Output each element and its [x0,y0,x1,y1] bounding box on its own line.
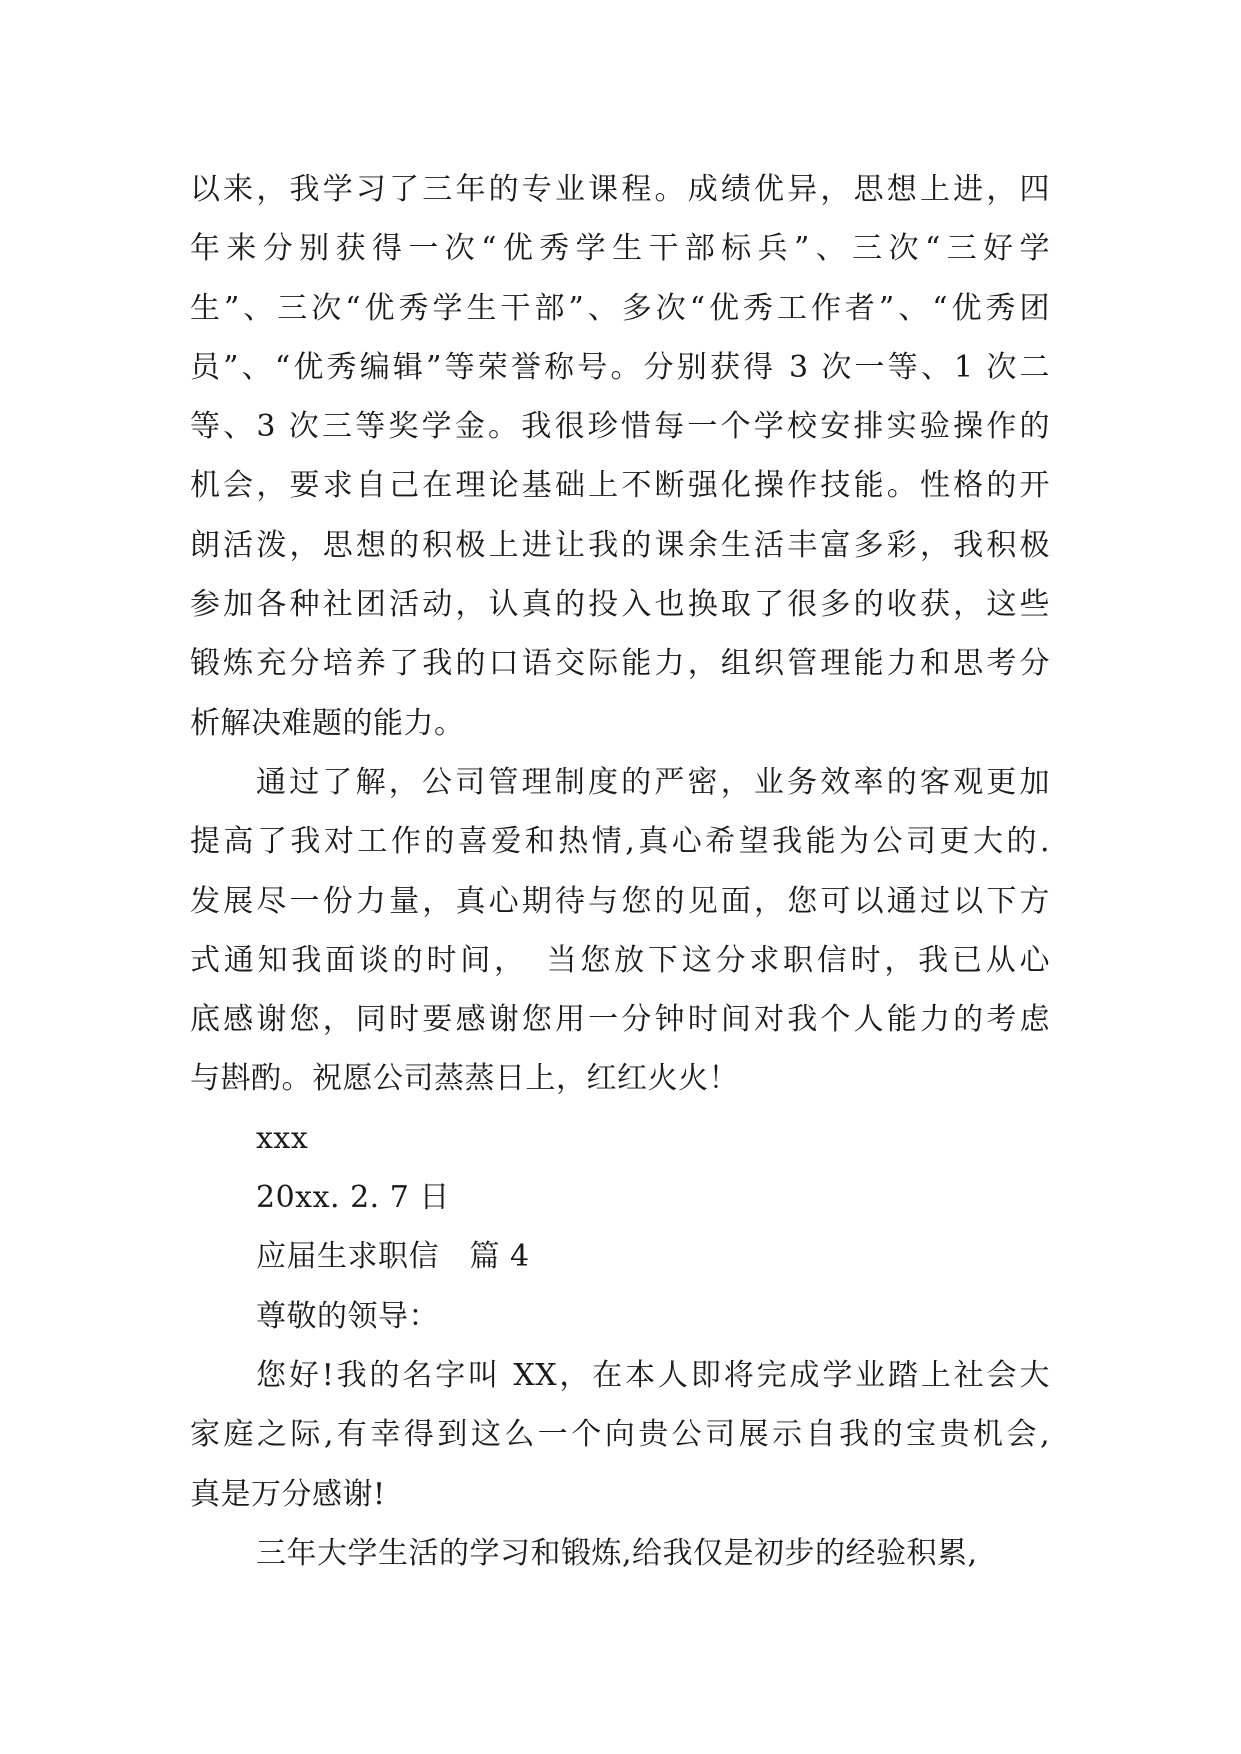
text-line: 机会，要求自己在理论基础上不断强化操作技能。性格的开 [190,468,1050,504]
text-line: 员”、“优秀编辑”等荣誉称号。分别获得 3 次一等、1 次二 [190,349,1050,385]
text-line: 20xx. 2. 7 日 [256,1180,450,1216]
section-heading [190,1227,1050,1286]
text-line: 式通知我面谈的时间， 当您放下这分求职信时，我已从心 [190,942,1050,978]
text-line: 发展尽一份力量，真心期待与您的见面，您可以通过以下方 [190,883,1050,919]
text-line: 通过了解，公司管理制度的严密，业务效率的客观更加 [256,764,1050,800]
text-line: 您好!我的名字叫 XX，在本人即将完成学业踏上社会大 [256,1357,1050,1393]
text-line: 真是万分感谢! [190,1476,386,1512]
text-line: 以来，我学习了三年的专业课程。成绩优异，思想上进，四 [190,172,1050,207]
text-line: 三年大学生活的学习和锻炼,给我仅是初步的经验积累, [256,1535,978,1571]
document-page [190,160,1050,1583]
paragraph-greeting [190,1346,1050,1524]
signature-name [190,1109,1050,1168]
text-line: 锻炼充分培养了我的口语交际能力，组织管理能力和思考分 [190,646,1050,682]
paragraph-closing [190,753,1050,1109]
text-line: xxx [256,1120,309,1156]
text-line: 生”、三次“优秀学生干部”、多次“优秀工作者”、“优秀团 [190,290,1050,326]
text-line: 参加各种社团活动，认真的投入也换取了很多的收获，这些 [190,587,1050,623]
text-line: 析解决难题的能力。 [190,705,465,741]
text-line: 与斟酌。祝愿公司蒸蒸日上，红红火火！ [190,1061,739,1097]
text-line: 朗活泼，思想的积极上进让我的课余生活丰富多彩，我积极 [190,527,1050,563]
text-line: 应届生求职信 篇 4 [256,1239,530,1275]
paragraph-college-life [190,1524,1050,1583]
text-line: 等、3 次三等奖学金。我很珍惜每一个学校安排实验操作的 [190,409,1050,445]
text-line: 尊敬的领导： [256,1298,439,1334]
salutation [190,1287,1050,1346]
text-line: 年来分别获得一次“优秀学生干部标兵”、三次“三好学 [190,231,1050,267]
text-line: 家庭之际,有幸得到这么一个向贵公司展示自我的宝贵机会, [190,1417,1050,1453]
text-line: 提高了我对工作的喜爱和热情,真心希望我能为公司更大的. [190,824,1050,860]
paragraph-achievements [190,160,1050,753]
signature-date [190,1168,1050,1227]
text-line: 底感谢您，同时要感谢您用一分钟时间对我个人能力的考虑 [190,1002,1050,1038]
